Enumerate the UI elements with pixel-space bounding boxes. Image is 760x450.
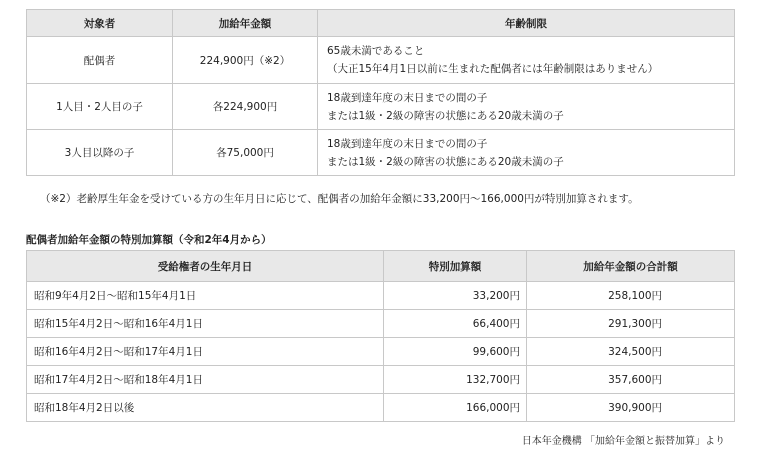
age-limit-line: （大正15年4月1日以前に生まれた配偶者には年齢制限はありません）: [327, 63, 659, 75]
header-target: 対象者: [27, 10, 173, 37]
age-limit-line: 65歳未満であること: [327, 45, 425, 57]
target-cell: 1人目・2人目の子: [27, 84, 173, 130]
birth-date-cell: 昭和16年4月2日～昭和17年4月1日: [27, 338, 384, 366]
table-row: [27, 282, 735, 310]
header-amount: 加給年金額: [173, 10, 318, 37]
special-amount-cell: 166,000円: [384, 394, 527, 422]
spousal-allowance-table: [26, 9, 735, 176]
table-row: [27, 310, 735, 338]
target-cell: 配偶者: [27, 37, 173, 84]
table-header-row: [27, 251, 735, 282]
amount-cell: 各75,000円: [173, 130, 318, 176]
header-age-limit: 年齢制限: [318, 10, 735, 37]
table-row: [27, 37, 735, 84]
special-amount-cell: 132,700円: [384, 366, 527, 394]
special-amount-cell: 99,600円: [384, 338, 527, 366]
header-special-amount: 特別加算額: [384, 251, 527, 282]
special-addition-title: 配偶者加給年金額の特別加算額（令和2年4月から）: [26, 234, 272, 246]
table-row: [27, 394, 735, 422]
total-amount-cell: 258,100円: [527, 282, 735, 310]
birth-date-cell: 昭和9年4月2日～昭和15年4月1日: [27, 282, 384, 310]
header-birth-date: 受給権者の生年月日: [27, 251, 384, 282]
total-amount-cell: 291,300円: [527, 310, 735, 338]
table-header-row: [27, 10, 735, 37]
total-amount-cell: 324,500円: [527, 338, 735, 366]
source-citation: 日本年金機構 「加給年金額と振替加算」より: [521, 436, 725, 447]
amount-cell: 各224,900円: [173, 84, 318, 130]
header-total-amount: 加給年金額の合計額: [527, 251, 735, 282]
birth-date-cell: 昭和17年4月2日～昭和18年4月1日: [27, 366, 384, 394]
table-row: [27, 366, 735, 394]
age-limit-cell: [318, 84, 735, 130]
table-row: [27, 338, 735, 366]
amount-cell: 224,900円（※2）: [173, 37, 318, 84]
age-limit-line: または1級・2級の障害の状態にある20歳未満の子: [327, 109, 564, 122]
table-row: [27, 130, 735, 176]
footnote: （※2）老齢厚生年金を受けている方の生年月日に応じて、配偶者の加給年金額に33,200円～166,000円が特別加算されます。: [40, 193, 639, 205]
special-addition-table: [26, 250, 735, 422]
birth-date-cell: 昭和15年4月2日～昭和16年4月1日: [27, 310, 384, 338]
age-limit-cell: [318, 37, 735, 84]
birth-date-cell: 昭和18年4月2日以後: [27, 394, 384, 422]
age-limit-line: 18歳到達年度の末日までの間の子: [327, 91, 488, 104]
age-limit-line: または1級・2級の障害の状態にある20歳未満の子: [327, 155, 564, 168]
table-row: [27, 84, 735, 130]
target-cell: 3人目以降の子: [27, 130, 173, 176]
age-limit-cell: [318, 130, 735, 176]
total-amount-cell: 390,900円: [527, 394, 735, 422]
special-amount-cell: 66,400円: [384, 310, 527, 338]
special-amount-cell: 33,200円: [384, 282, 527, 310]
age-limit-line: 18歳到達年度の末日までの間の子: [327, 137, 488, 150]
total-amount-cell: 357,600円: [527, 366, 735, 394]
